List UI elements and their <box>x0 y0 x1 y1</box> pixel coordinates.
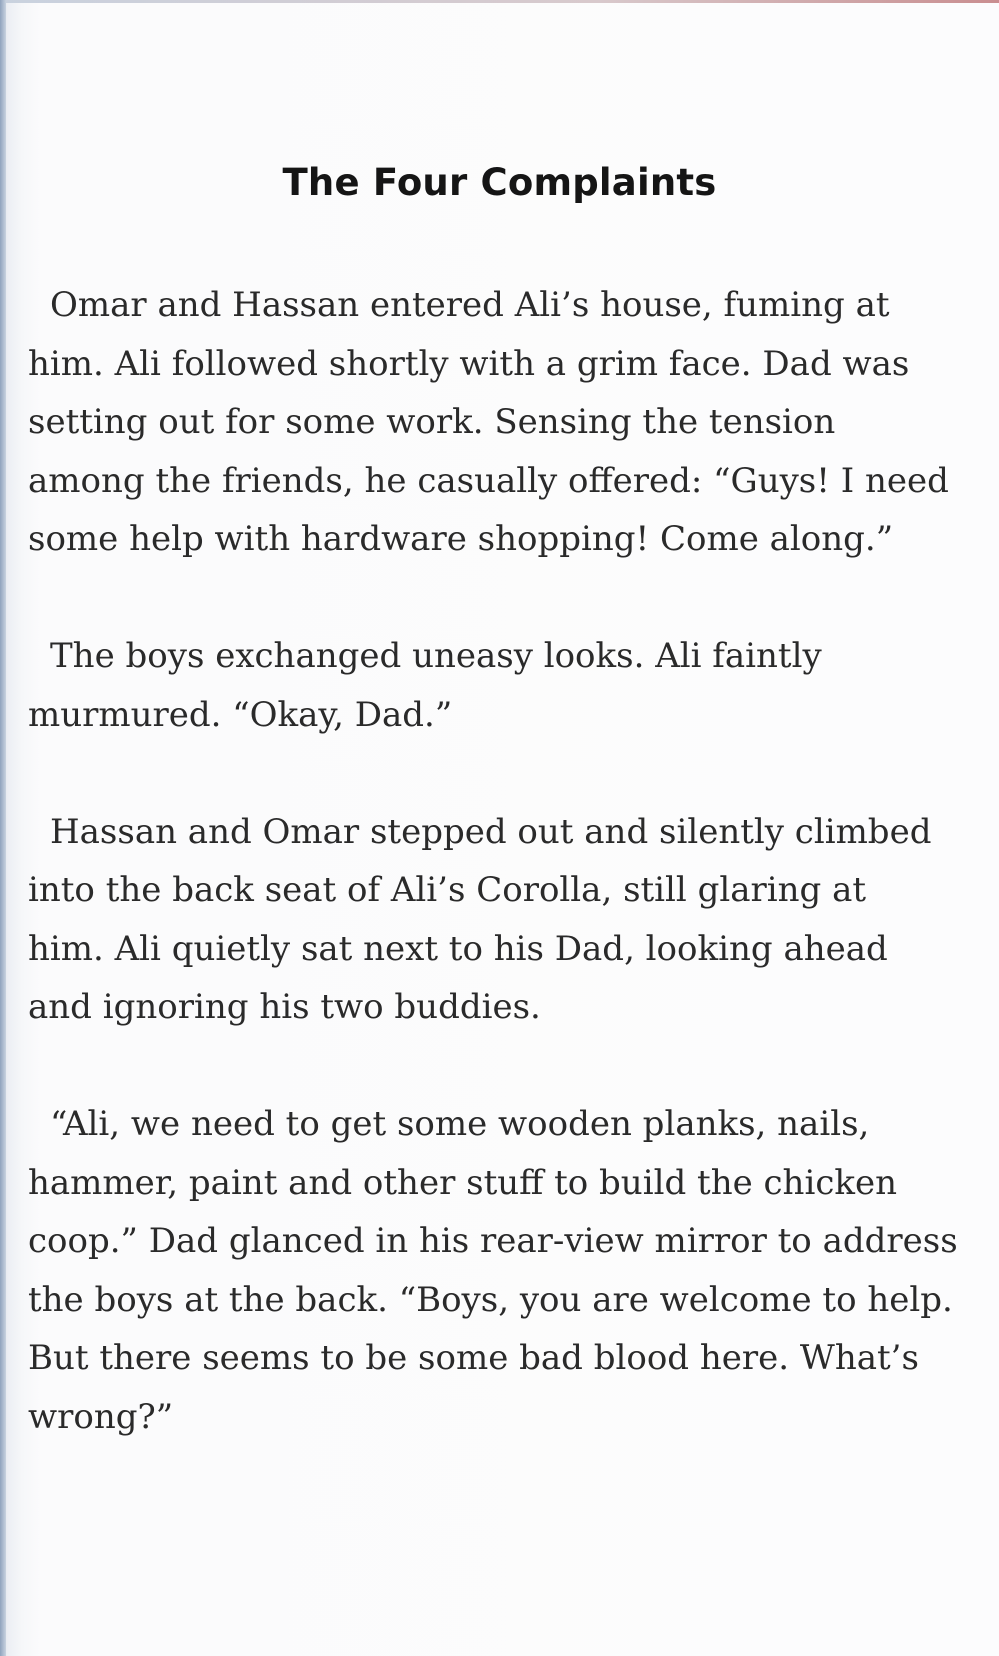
text-line: coop.” Dad glanced in his rear-view mirror to address <box>28 1221 958 1261</box>
spine-shadow <box>0 0 6 1656</box>
chapter-title: The Four Complaints <box>282 161 717 204</box>
paragraph-1 <box>28 276 983 569</box>
paragraph-gap <box>28 569 983 628</box>
paragraph-4 <box>28 1095 983 1446</box>
text-line: hammer, paint and other stuff to build the chicken <box>28 1162 897 1203</box>
text-line: murmured. “Okay, Dad.” <box>28 694 453 735</box>
paragraph-gap <box>28 744 983 803</box>
text-line: the boys at the back. “Boys, you are welcome to help. <box>28 1279 953 1320</box>
text-line: into the back seat of Ali’s Corolla, still glaring at <box>28 870 867 910</box>
text-line: But there seems to be some bad blood here. What’s <box>28 1338 919 1378</box>
paragraph-2 <box>28 627 983 744</box>
text-line: some help with hardware shopping! Come along.” <box>28 519 894 559</box>
text-line: The boys exchanged uneasy looks. Ali faintly <box>50 636 822 676</box>
body-text <box>28 276 983 1446</box>
text-line: “Ali, we need to get some wooden planks, nails, <box>50 1104 870 1144</box>
text-line: wrong?” <box>28 1396 174 1437</box>
text-line: him. Ali quietly sat next to his Dad, looking ahead <box>28 928 888 969</box>
paragraph-3 <box>28 803 983 1037</box>
page-top-edge <box>0 0 999 3</box>
text-line: him. Ali followed shortly with a grim face. Dad was <box>28 343 910 384</box>
text-line: and ignoring his two buddies. <box>28 987 541 1027</box>
text-line: Hassan and Omar stepped out and silently climbed <box>50 811 932 852</box>
text-line: setting out for some work. Sensing the tension <box>28 402 836 442</box>
text-line: among the friends, he casually offered: “Guys! I need <box>28 460 949 501</box>
text-line: Omar and Hassan entered Ali’s house, fuming at <box>50 285 890 325</box>
paragraph-gap <box>28 1037 983 1096</box>
